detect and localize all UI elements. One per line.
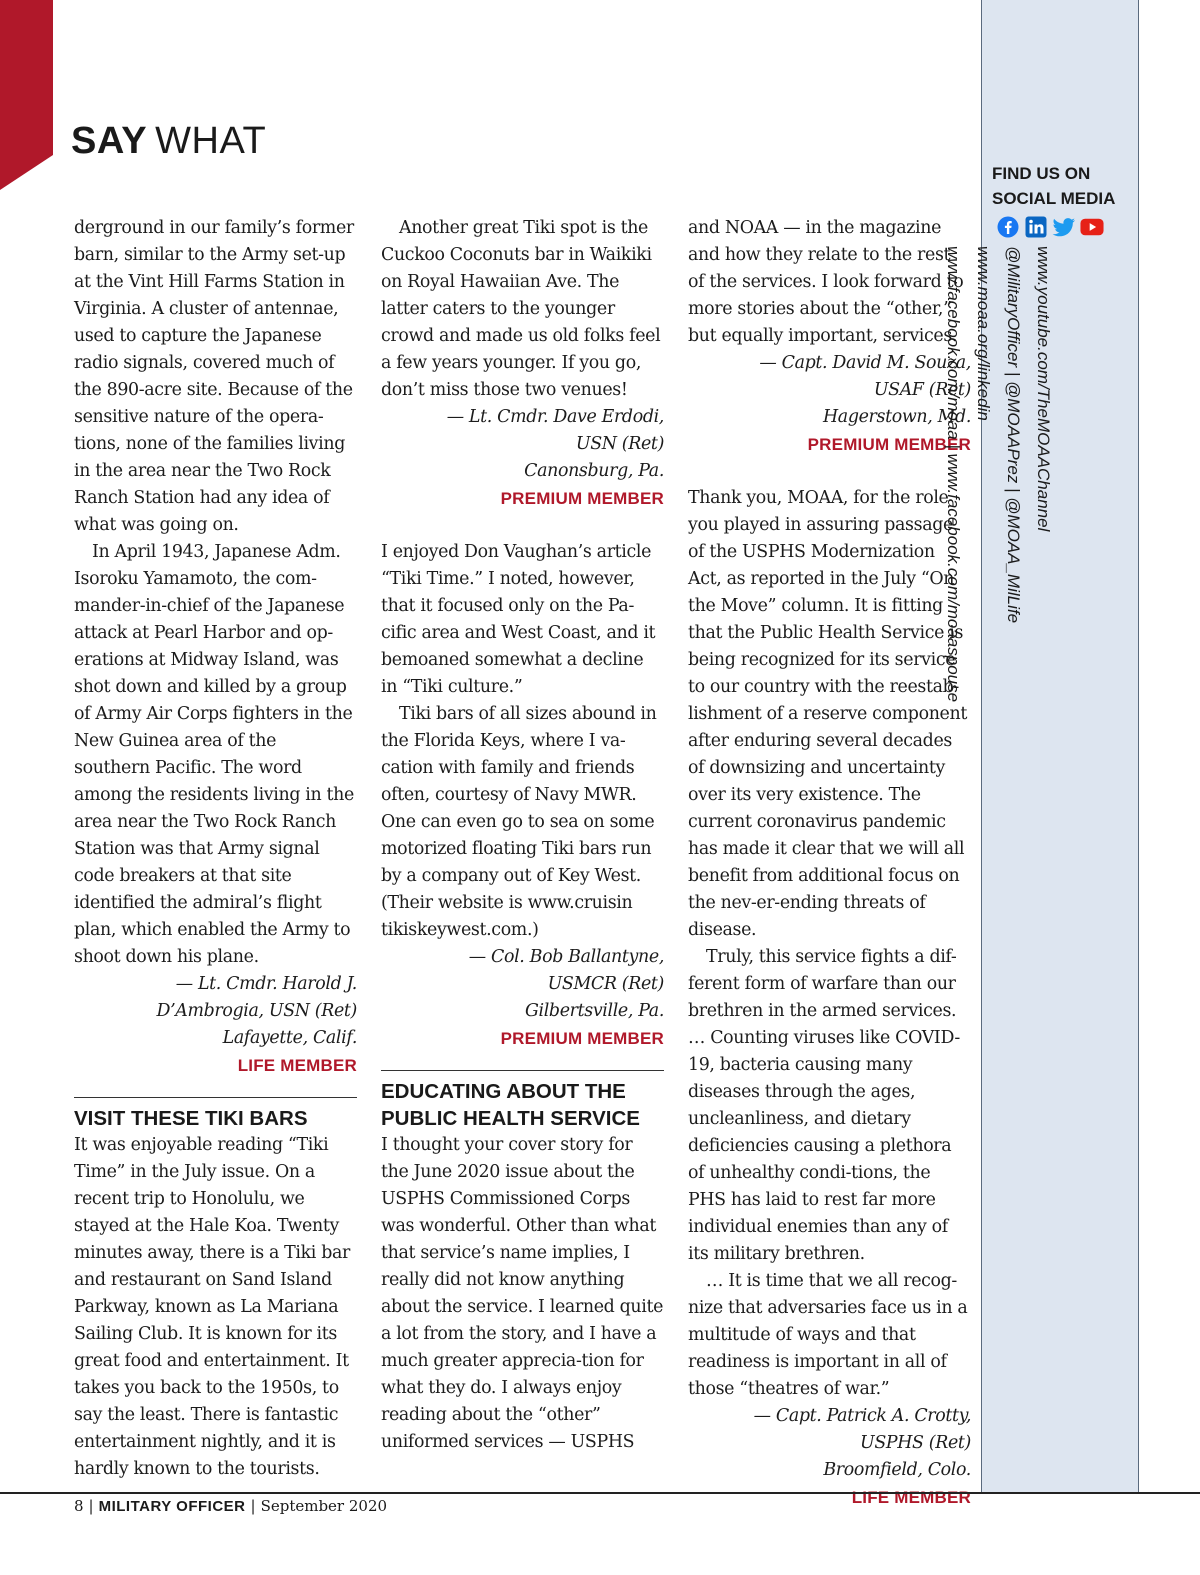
letter-paragraph: I enjoyed Don Vaughan’s article “Tiki Time.” I noted, however, that it focused only on the Pa-cific area and West Coast, and it bemoaned somewhat a decline in “Tiki culture.” bbox=[381, 542, 656, 697]
signature-name: — Lt. Cmdr. Harold J. bbox=[175, 974, 357, 994]
letter-heading: EDUCATING ABOUT THE PUBLIC HEALTH SERVICE bbox=[381, 1080, 640, 1130]
column-2 bbox=[381, 215, 664, 1456]
member-badge: LIFE MEMBER bbox=[237, 1056, 357, 1075]
section-title-say: SAY bbox=[71, 120, 148, 162]
signature-rank: USAF (Ret) bbox=[873, 380, 971, 400]
red-corner-tab bbox=[0, 0, 53, 190]
letter-paragraph: Thank you, MOAA, for the role you played in assuring passage of the USPHS Modernization Act, as reported in the July “On the Move” column. It is fitting that the Public Health Service is being recognized for its service to our country with the reestab-lishment of a reserve component after enduring several decades of downsizing and uncertainty over its very existence. The current coronavirus pandemic has made it clear that we will all benefit from additional focus on the nev-er-ending threats of disease. bbox=[688, 488, 967, 940]
member-badge: PREMIUM MEMBER bbox=[807, 435, 971, 454]
section-divider bbox=[381, 1070, 664, 1456]
youtube-link[interactable]: www.youtube.com/TheMOAAChannel bbox=[1034, 246, 1053, 532]
page-number: 8 bbox=[74, 1497, 84, 1515]
signature-location: Broomfield, Colo. bbox=[823, 1460, 971, 1480]
signature-rank: D’Ambrogia, USN (Ret) bbox=[156, 1001, 357, 1021]
letter-paragraph: I thought your cover story for the June 2020 issue about the USPHS Commissioned Corps was wonderful. Other than what that service’s name implies, I really did not know anything about the service. I learned quite a lot from the story, and I have a much greater apprecia-tion for what they do. I always enjoy reading about the “other” uniformed services — USPHS bbox=[381, 1135, 664, 1452]
letter-heading: VISIT THESE TIKI BARS bbox=[74, 1107, 308, 1130]
column-1 bbox=[74, 215, 357, 1483]
section-title-what: WHAT bbox=[155, 120, 267, 162]
linkedin-link[interactable]: www.moaa.org/linkedin bbox=[974, 246, 993, 421]
letter-paragraph: It was enjoyable reading “Tiki Time” in the July issue. On a recent trip to Honolulu, we stayed at the Hale Koa. Twenty minutes away, there is a Tiki bar and restaurant on Sand Island Parkway, known as La Mariana Sailing Club. It is known for its great food and entertainment. It takes you back to the 1950s, to say the least. There is fantastic entertainment nightly, and it is hardly known to the tourists. bbox=[74, 1135, 350, 1479]
issue-date: September 2020 bbox=[260, 1497, 388, 1515]
letter-paragraph: In April 1943, Japanese Adm. Isoroku Yamamoto, the com-mander-in-chief of the Japanese attack at Pearl Harbor and op-erations at Midway Island, was shot down and killed by a group of Army Air Corps fighters in the New Guinea area of the southern Pacific. The word among the residents living in the area near the Two Rock Ranch Station was that Army signal code breakers at that site identified the admiral’s flight plan, which enabled the Army to shoot down his plane. bbox=[74, 542, 354, 967]
signature-location: Canonsburg, Pa. bbox=[524, 461, 664, 481]
facebook-icon[interactable] bbox=[996, 215, 1020, 239]
section-divider bbox=[74, 1097, 357, 1483]
footer-rule bbox=[0, 1492, 1200, 1494]
linkedin-icon[interactable] bbox=[1024, 215, 1048, 239]
signature-location: Gilbertsville, Pa. bbox=[524, 1001, 664, 1021]
signature-name: — Capt. Patrick A. Crotty, bbox=[753, 1406, 971, 1426]
letter-paragraph: Tiki bars of all sizes abound in the Florida Keys, where I va-cation with family and friends often, courtesy of Navy MWR. One can even go to sea on some motorized floating Tiki bars run by a company out of Key West. (Their website is www.cruisin tikiskeywest.com.) bbox=[381, 704, 657, 940]
member-badge: LIFE MEMBER bbox=[851, 1488, 971, 1507]
page-footer: 8 | MILITARY OFFICER | September 2020 bbox=[74, 1497, 388, 1515]
twitter-icon[interactable] bbox=[1052, 215, 1076, 239]
column-3 bbox=[688, 215, 971, 1511]
letter-paragraph: and NOAA — in the magazine and how they relate to the rest of the services. I look forward to more stories about the “other,” but equally important, services. bbox=[688, 218, 964, 346]
youtube-icon[interactable] bbox=[1080, 215, 1104, 239]
member-badge: PREMIUM MEMBER bbox=[500, 489, 664, 508]
signature-rank: USMCR (Ret) bbox=[547, 974, 664, 994]
letter-paragraph: Another great Tiki spot is the Cuckoo Coconuts bar in Waikiki on Royal Hawaiian Ave. The latter caters to the younger crowd and made us old folks feel a few years younger. If you go, don’t miss those two venues! bbox=[381, 218, 661, 400]
social-icons bbox=[996, 215, 1104, 239]
letter-paragraph: derground in our family’s former barn, similar to the Army set-up at the Vint Hill Farms Station in Virginia. A cluster of antennae, used to capture the Japanese radio signals, covered much of the 890-acre site. Because of the sensitive nature of the opera-tions, none of the families living in the area near the Two Rock Ranch Station had any idea of what was going on. bbox=[74, 218, 354, 535]
letter-paragraph: … It is time that we all recog-nize that adversaries face us in a multitude of ways and that readiness is important in all of those “theatres of war.” bbox=[688, 1271, 968, 1399]
signature-name: — Lt. Cmdr. Dave Erdodi, bbox=[446, 407, 664, 427]
signature-location: Lafayette, Calif. bbox=[222, 1028, 357, 1048]
signature-rank: USPHS (Ret) bbox=[860, 1433, 971, 1453]
member-badge: PREMIUM MEMBER bbox=[500, 1029, 664, 1048]
signature-name: — Col. Bob Ballantyne, bbox=[468, 947, 664, 967]
magazine-name: MILITARY OFFICER bbox=[98, 1498, 246, 1515]
twitter-handles[interactable]: @MilitaryOfficer | @MOAAPrez | @MOAA_MilLife bbox=[1004, 246, 1023, 624]
section-title bbox=[71, 118, 266, 164]
signature-rank: USN (Ret) bbox=[575, 434, 664, 454]
signature-name: — Capt. David M. Souza, bbox=[759, 353, 971, 373]
facebook-links[interactable]: www.facebook.com/moaa | www.facebook.com/moaaspouse bbox=[944, 246, 963, 703]
signature-location: Hagerstown, Md. bbox=[822, 407, 971, 427]
letter-paragraph: Truly, this service fights a dif-ferent form of warfare than our brethren in the armed services. … Counting viruses like COVID-19, bacteria causing many diseases through the ages, uncleanliness, and dietary deficiencies causing a plethora of unhealthy condi-tions, the PHS has laid to rest far more individual enemies than any of its military brethren. bbox=[688, 947, 960, 1264]
sidebar-heading: FIND US ON SOCIAL MEDIA bbox=[992, 164, 1116, 208]
